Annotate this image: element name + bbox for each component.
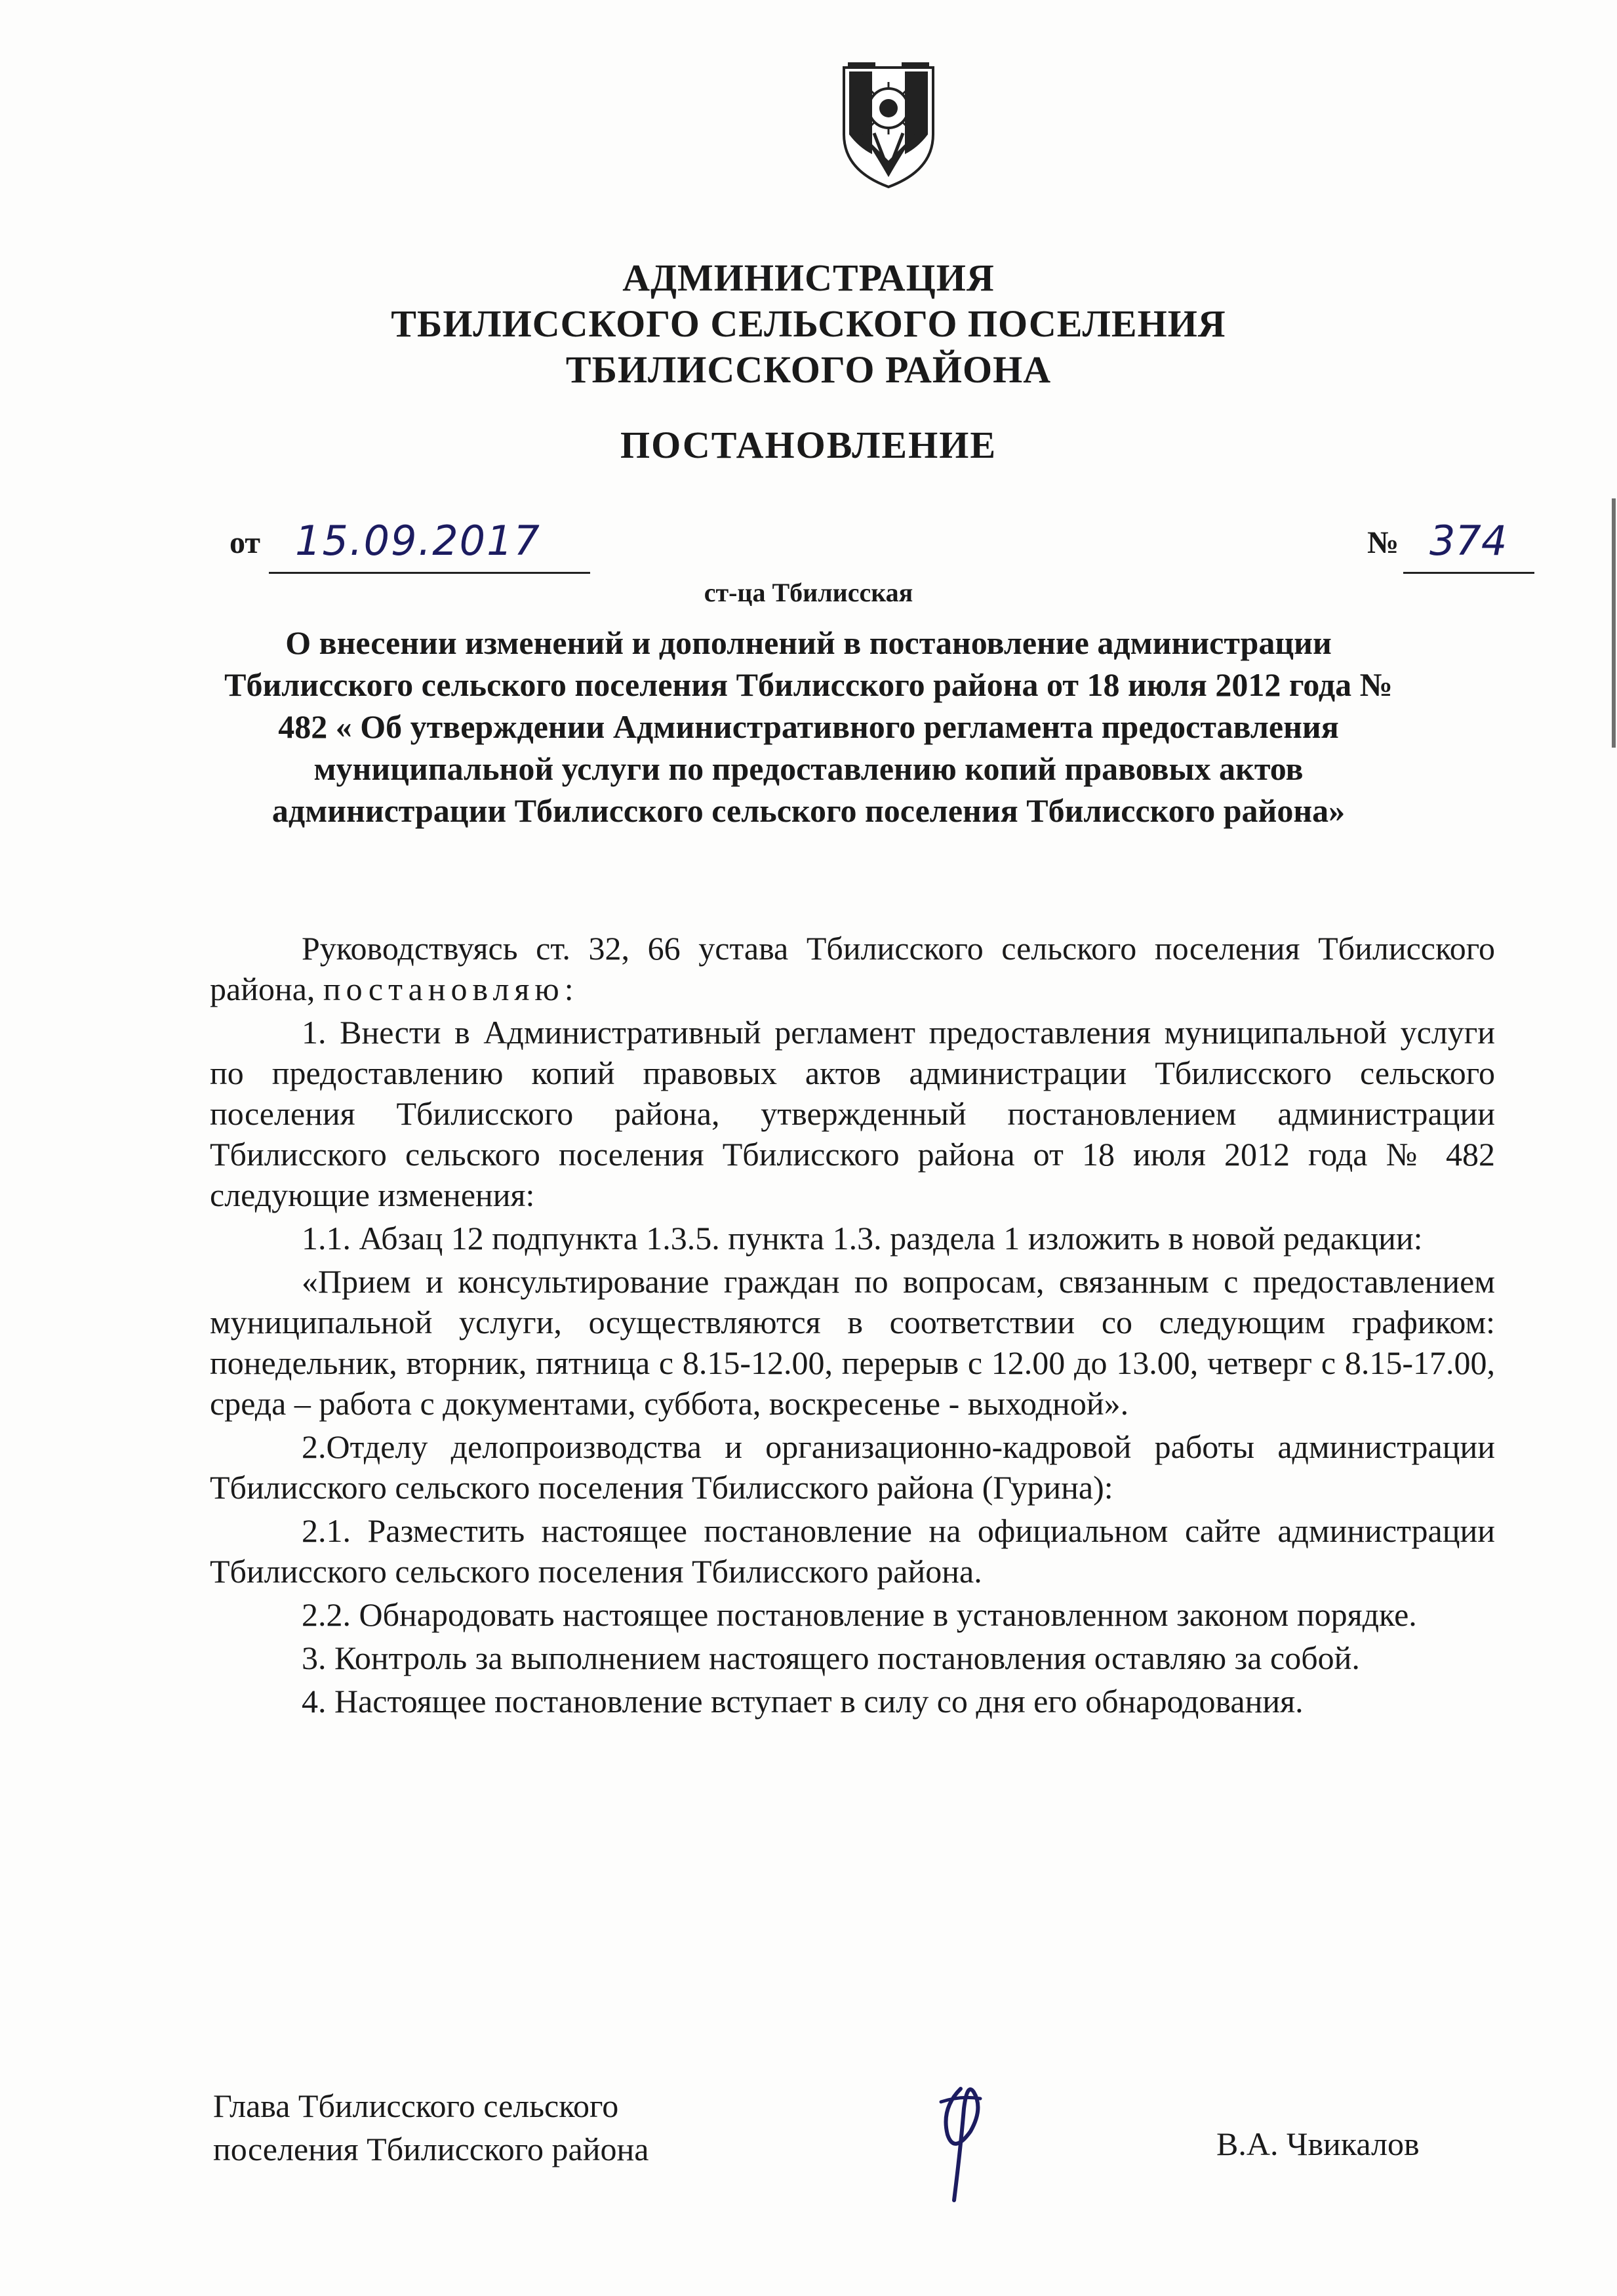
signatory-name: В.А. Чвикалов: [1216, 2125, 1420, 2162]
paragraph-3: 3. Контроль за выполнением настоящего постановления оставляю за собой.: [302, 1640, 1360, 1676]
paragraph-4: 4. Настоящее постановление вступает в силу со дня его обнародования.: [302, 1683, 1304, 1720]
paragraph-2-2: 2.2. Обнародовать настоящее постановление в установленном законом порядке.: [302, 1596, 1417, 1633]
number-prefix: №: [1367, 525, 1399, 560]
paragraph-1-1-quote: «Прием и консультирование граждан по вопросам, связанным с предоставлением муниципальной услуги, осуществляются в соответствии со следующим графиком: понедельник, вторник, пятница с 8.15-12.00, перерыв с 12.00 до 13.00, четверг с 8.15-17.00, среда – работа с документами, суббота, воскресенье - выходной».: [210, 1263, 1495, 1422]
intro-paragraph: [210, 928, 1495, 1009]
date-underline: [269, 572, 590, 574]
org-name-line1: АДМИНИСТРАЦИЯ: [622, 256, 995, 299]
number-value: 374: [1429, 517, 1507, 565]
document-type: ПОСТАНОВЛЕНИЕ: [620, 424, 997, 466]
signatory-position-line2: поселения Тбилисского района: [213, 2131, 649, 2167]
handwritten-signature: [915, 2069, 1007, 2207]
number-underline: [1403, 572, 1534, 574]
paragraph-2: 2.Отделу делопроизводства и организационно-кадровой работы администрации Тбилисского сельского поселения Тбилисского района (Гурина):: [210, 1428, 1495, 1506]
intro-resolve: постановляю:: [323, 971, 579, 1007]
signatory-position: [213, 2084, 649, 2171]
date-prefix: от: [230, 525, 260, 560]
signatory-position-line1: Глава Тбилисского сельского: [213, 2087, 619, 2124]
paragraph-1: 1. Внести в Административный регламент предоставления муниципальной услуги по предоставлению копий правовых актов администрации Тбилисского сельского поселения Тбилисского района, утвержденный постановлением администрации Тбилисского сельского поселения Тбилисского района от 18 июля 2012 года № 482 следующие изменения:: [210, 1014, 1495, 1213]
document-body: [210, 928, 1495, 1724]
org-name-line3: ТБИЛИССКОГО РАЙОНА: [565, 348, 1052, 391]
paragraph-2-1: 2.1. Разместить настоящее постановление на официальном сайте администрации Тбилисского сельского поселения Тбилисского района.: [210, 1512, 1495, 1590]
date-value: 15.09.2017: [295, 517, 541, 565]
intro-text: Руководствуясь ст. 32, 66 устава Тбилисского сельского поселения Тбилисского района,: [210, 930, 1495, 1007]
coat-of-arms-icon: [836, 56, 941, 190]
org-name-line2: ТБИЛИССКОГО СЕЛЬСКОГО ПОСЕЛЕНИЯ: [391, 302, 1226, 345]
place-of-issue: ст-ца Тбилисская: [704, 578, 913, 607]
document-title: О внесении изменений и дополнений в постановление администрации Тбилисского сельского поселения Тбилисского района от 18 июля 2012 года № 482 « Об утверждении Административного регламента предоставления муниципальной услуги по предоставлению копий правовых актов администрации Тбилисского сельского поселения Тбилисского района»: [224, 624, 1393, 829]
paragraph-1-1: 1.1. Абзац 12 подпункта 1.3.5. пункта 1.3. раздела 1 изложить в новой редакции:: [302, 1220, 1423, 1257]
scan-edge-mark: [1612, 498, 1616, 748]
